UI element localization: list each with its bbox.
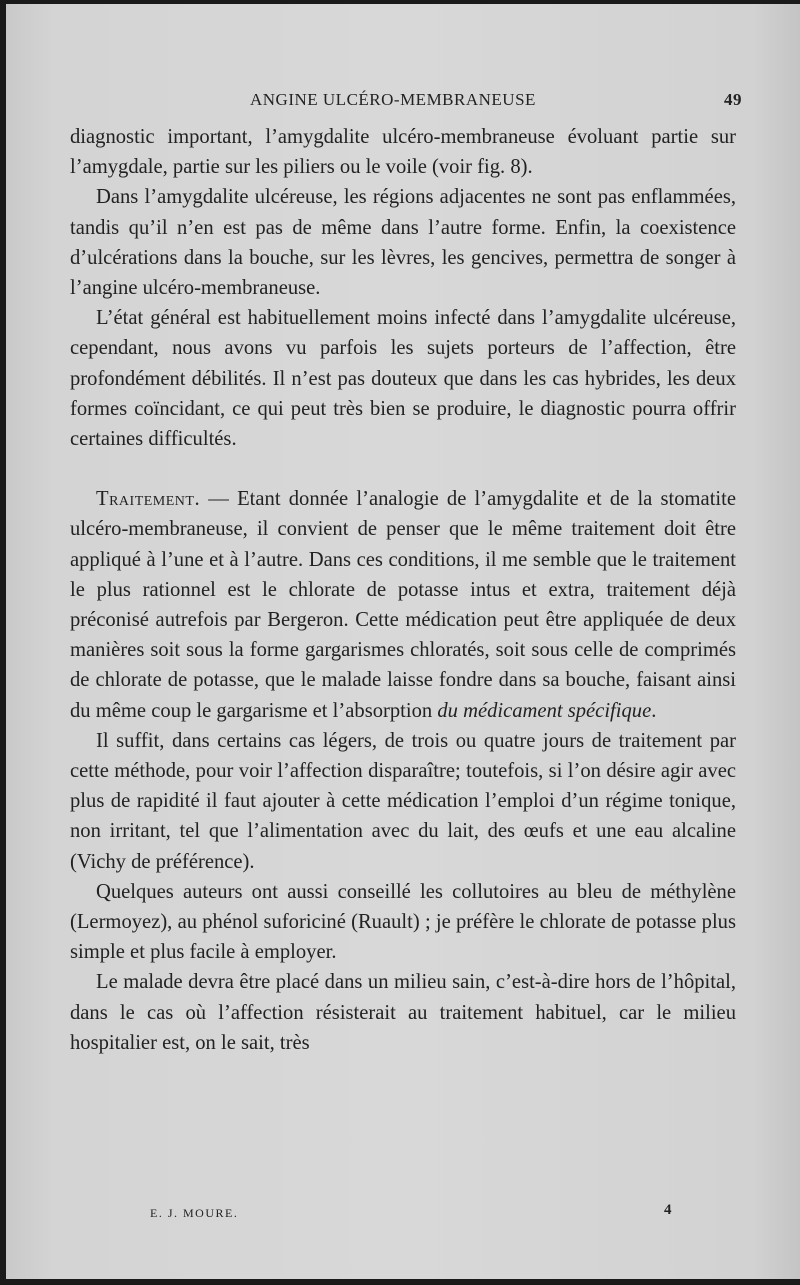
paragraph: Quelques auteurs ont aussi conseillé les collutoires au bleu de méthylène (Lermoyez), au phénol suforiciné (Ruault) ; je préfère le chlorate de potasse plus simple et plus facile à employer. (70, 880, 736, 964)
section-text: — Etant donnée l’analogie de l’amygdalite et de la stomatite ulcéro-membraneuse, il convient de penser que le même traitement doit être appliqué à l’une et à l’autre. Dans ces conditions, il me semble que le traitement le plus rationnel est le chlorate de potasse intus et extra, traitement déjà préconisé autrefois par Bergeron. Cette médication peut être appliquée de deux manières soit sous la forme gargarismes chloratés, soit sous celle de comprimés de chlorate de potasse, que le malade laisse fondre dans sa bouche, faisant ainsi du même coup le gargarisme et l’absorption (70, 488, 736, 722)
section-heading: Traitement. (96, 488, 201, 511)
sheet-number: 4 (664, 1202, 672, 1218)
running-head (70, 90, 742, 112)
italic-phrase: du médicament spécifique (437, 699, 652, 722)
paragraph-continued: diagnostic important, l’amygdalite ulcéro-membraneuse évoluant partie sur l’amygdale, partie sur les piliers ou le voile (voir fig. 8). (70, 126, 736, 179)
page-number: 49 (724, 90, 742, 109)
paragraph: Il suffit, dans certains cas légers, de trois ou quatre jours de traitement par cette méthode, pour voir l’affection disparaître; toutefois, si l’on désire agir avec plus de rapidité il faut ajouter à cette médication l’emploi d’un régime tonique, non irritant, tel que l’alimentation avec du lait, des œufs et une eau alcaline (Vichy de préférence). (70, 729, 736, 873)
paragraph: Le malade devra être placé dans un milieu sain, c’est-à-dire hors de l’hôpital, dans le cas où l’affection résisterait au traitement habituel, car le milieu hospitalier est, on le sait, très (70, 971, 736, 1054)
paragraph: L’état général est habituellement moins infecté dans l’amygdalite ulcéreuse, cependant, nous avons vu parfois les sujets porteurs de l’affection, être profondément débilités. Il n’est pas douteux que dans les cas hybrides, les deux formes coïncidant, ce qui peut très bien se produire, le diagnostic pourra offrir certaines difficultés. (70, 307, 736, 451)
page-body (70, 122, 736, 1058)
paragraph: Dans l’amygdalite ulcéreuse, les régions adjacentes ne sont pas enflammées, tandis qu’il n’en est pas de même dans l’autre forme. Enfin, la coexistence d’ulcérations dans la bouche, sur les lèvres, les gencives, permettra de songer à l’angine ulcéro-membraneuse. (70, 186, 736, 300)
section-text-end: . (651, 699, 657, 722)
page-footer (70, 1202, 736, 1222)
book-page (6, 4, 800, 1279)
signature-mark: E. J. MOURE. (150, 1206, 239, 1220)
chapter-title: ANGINE ULCÉRO-MEMBRANEUSE (250, 90, 536, 109)
section-treatment (70, 484, 736, 726)
